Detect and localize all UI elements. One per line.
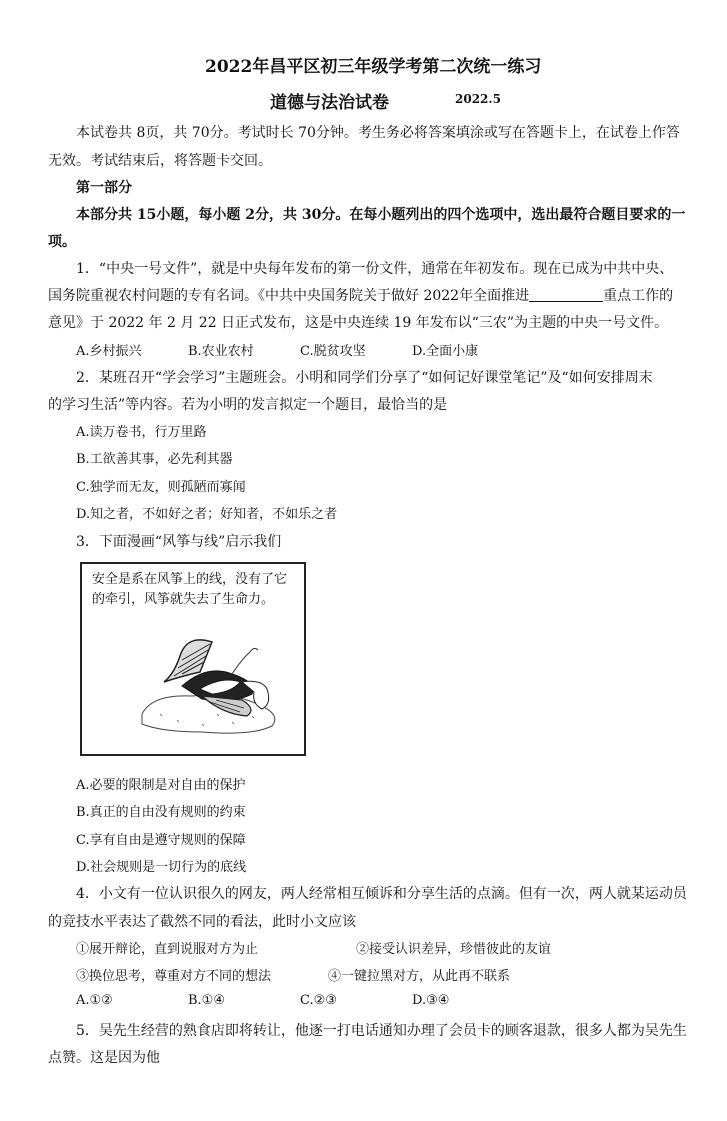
q1-option-b: B.农业农村 xyxy=(188,344,254,359)
q4-option-b: B.①④ xyxy=(188,993,225,1008)
q1-stem-line-1: 1．“中央一号文件”，就是中央每年发布的第一份文件，通常在年初发布。现在已成为中共中央、 xyxy=(76,261,674,277)
kite-comic xyxy=(80,562,306,756)
q4-stem-line-2: 的竞技水平表达了截然不同的看法，此时小文应该 xyxy=(48,914,356,930)
comic-caption: 安全是系在风筝上的线，没有了它的牵引，风筝就失去了生命力。 xyxy=(92,572,288,607)
q4-option-d: D.③④ xyxy=(412,993,450,1008)
exam-subtitle: 道德与法治试卷 xyxy=(270,93,389,113)
q2-option-b: B.工欲善其事，必先利其器 xyxy=(76,452,233,467)
kite-illustration xyxy=(82,564,304,754)
q2-option-c: C.独学而无友，则孤陋而寡闻 xyxy=(76,480,246,495)
q3-option-b: B.真正的自由没有规则的约束 xyxy=(76,805,246,820)
intro-line-1: 本试卷共 8页，共 70分。考试时长 70分钟。考生务必将答案填涂或写在答题卡上，在试卷上作答 xyxy=(76,125,680,141)
part1-instruction-2: 项。 xyxy=(48,234,76,250)
q3-option-d: D.社会规则是一切行为的底线 xyxy=(76,860,247,875)
q2-option-d: D.知之者，不如好之者；好知者，不如乐之者 xyxy=(76,507,338,522)
q3-option-a: A.必要的限制是对自由的保护 xyxy=(76,778,246,793)
q1-stem-line-2 xyxy=(48,285,673,305)
q2-stem-line-1: 2．某班召开“学会学习”主题班会。小明和同学们分享了“如何记好课堂笔记”及“如何安排周末 xyxy=(76,370,653,386)
q4-choice-4: ④一键拉黑对方，从此再不联系 xyxy=(328,969,511,984)
exam-date: 2022.5 xyxy=(455,92,501,106)
q4-choice-1: ①展开辩论，直到说服对方为止 xyxy=(76,942,259,957)
q2-option-a: A.读万卷书，行万里路 xyxy=(76,425,207,440)
q4-choice-2: ②接受认识差异，珍惜彼此的友谊 xyxy=(356,942,552,957)
q4-stem-line-1: 4．小文有一位认识很久的网友，两人经常相互倾诉和分享生活的点滴。但有一次，两人就某运动员 xyxy=(76,886,687,902)
q1-option-d: D.全面小康 xyxy=(412,344,479,359)
q1-stem-part-a: 国务院重视农村问题的专有名词。《中共中央国务院关于做好 2022年全面推进 xyxy=(48,288,530,304)
q3-option-c: C.享有自由是遵守规则的保障 xyxy=(76,833,246,848)
q1-answer-blank xyxy=(529,287,603,302)
part1-heading: 第一部分 xyxy=(76,180,132,196)
q1-stem-line-3: 意见》于 2022 年 2 月 22 日正式发布，这是中央连续 19 年发布以“三农”为主题的中央一号文件。 xyxy=(48,315,669,331)
q1-option-c: C.脱贫攻坚 xyxy=(300,344,366,359)
q1-stem-part-b: 重点工作的 xyxy=(603,288,674,304)
q4-option-c: C.②③ xyxy=(300,993,337,1008)
intro-line-2: 无效。考试结束后，将答题卡交回。 xyxy=(48,153,272,169)
q2-stem-line-2: 的学习生活”等内容。若为小明的发言拟定一个题目，最恰当的是 xyxy=(48,397,448,413)
q5-stem-line-1: 5．吴先生经营的熟食店即将转让，他逐一打电话通知办理了会员卡的顾客退款，很多人都为吴先生 xyxy=(76,1023,687,1039)
q3-stem: 3．下面漫画“风筝与线”启示我们 xyxy=(76,534,282,550)
q4-choice-3: ③换位思考，尊重对方不同的想法 xyxy=(76,969,272,984)
q1-option-a: A.乡村振兴 xyxy=(76,344,142,359)
exam-title: 2022年昌平区初三年级学考第二次统一练习 xyxy=(205,57,542,77)
q4-option-a: A.①② xyxy=(76,993,113,1008)
q5-stem-line-2: 点赞。这是因为他 xyxy=(48,1050,160,1066)
part1-instruction-1: 本部分共 15小题，每小题 2分，共 30分。在每小题列出的四个选项中，选出最符合题目要求的一 xyxy=(76,207,686,223)
